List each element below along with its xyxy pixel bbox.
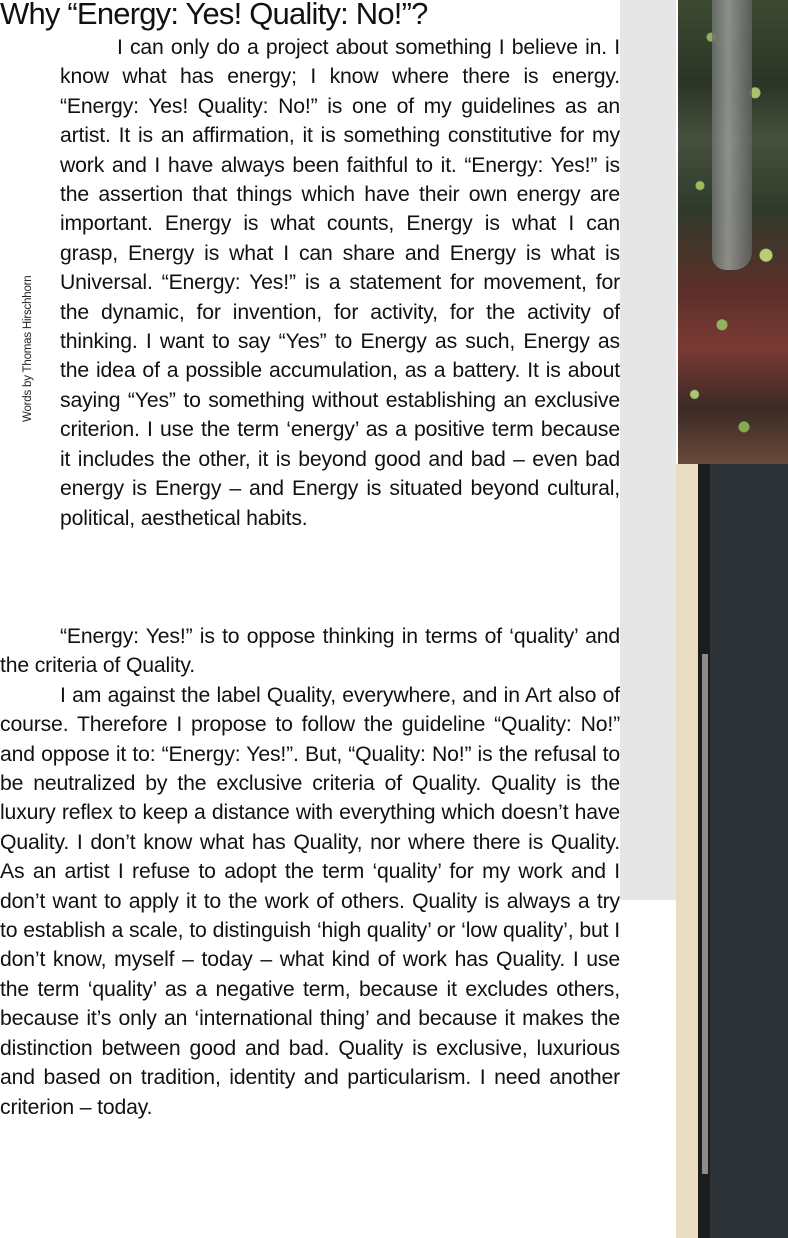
photo-dark-panel <box>676 464 788 1238</box>
photo-panel-edge <box>702 654 708 1174</box>
paragraph-3: I am against the label Quality, everywhere, and in Art also of course. Therefore I propose to follow the guideline “Quality: No!” and oppose it to: “Energy: Yes!”. But, “Quality: No!” is the refusal to be neutralized by the exclusive criteria of Quality. Quality is the luxury reflex to keep a distance with everything which doesn’t have Quality. I don’t know what has Quality, nor where there is Quality. As an artist I refuse to adopt the term ‘quality’ for my work and I don’t want to apply it to the work of others. Quality is always a try to establish a scale, to distinguish ‘high quality’ or ‘low quality’, but I don’t know, myself – today – what kind of work has Quality. I use the term ‘quality’ as a negative term, because it excludes others, because it’s only an ‘international thing’ and because it makes the distinction between good and bad. Quality is exclusive, luxurious and based on tradition, identity and particularism. I need another criterion – today. <box>0 683 620 1119</box>
author-byline: Words by Thomas Hirschhorn <box>22 275 34 422</box>
photo-garden-trunk <box>678 0 788 464</box>
body-column-indented <box>60 33 620 533</box>
grey-margin-band <box>620 0 676 900</box>
photo-trunk-shape <box>712 0 752 270</box>
article-title: Why “Energy: Yes! Quality: No!”? <box>0 0 428 31</box>
body-column-full <box>0 622 620 1122</box>
paragraph-1: I can only do a project about something I believe in. I know what has energy; I know where there is energy. “Energy: Yes! Quality: No!” is one of my guidelines as an artist. It is an affirmation, it is something constitutive for my work and I have always been faithful to it. “Energy: Yes!” is the assertion that things which have their own energy are important. Energy is what counts, Energy is what I can grasp, Energy is what I can share and Energy is what is Universal. “Energy: Yes!” is a statement for movement, for the dynamic, for invention, for activity, for the activity of thinking. I want to say “Yes” to Energy as such, Energy as the idea of a possible accumulation, as a battery. It is about saying “Yes” to something without establishing an exclusive criterion. I use the term ‘energy’ as a positive term because it includes the other, it is beyond good and bad – even bad energy is Energy – and Energy is situated beyond cultural, political, aesthetical habits. <box>60 36 620 530</box>
paragraph-2: “Energy: Yes!” is to oppose thinking in terms of ‘quality’ and the criteria of Quality. <box>0 625 620 678</box>
